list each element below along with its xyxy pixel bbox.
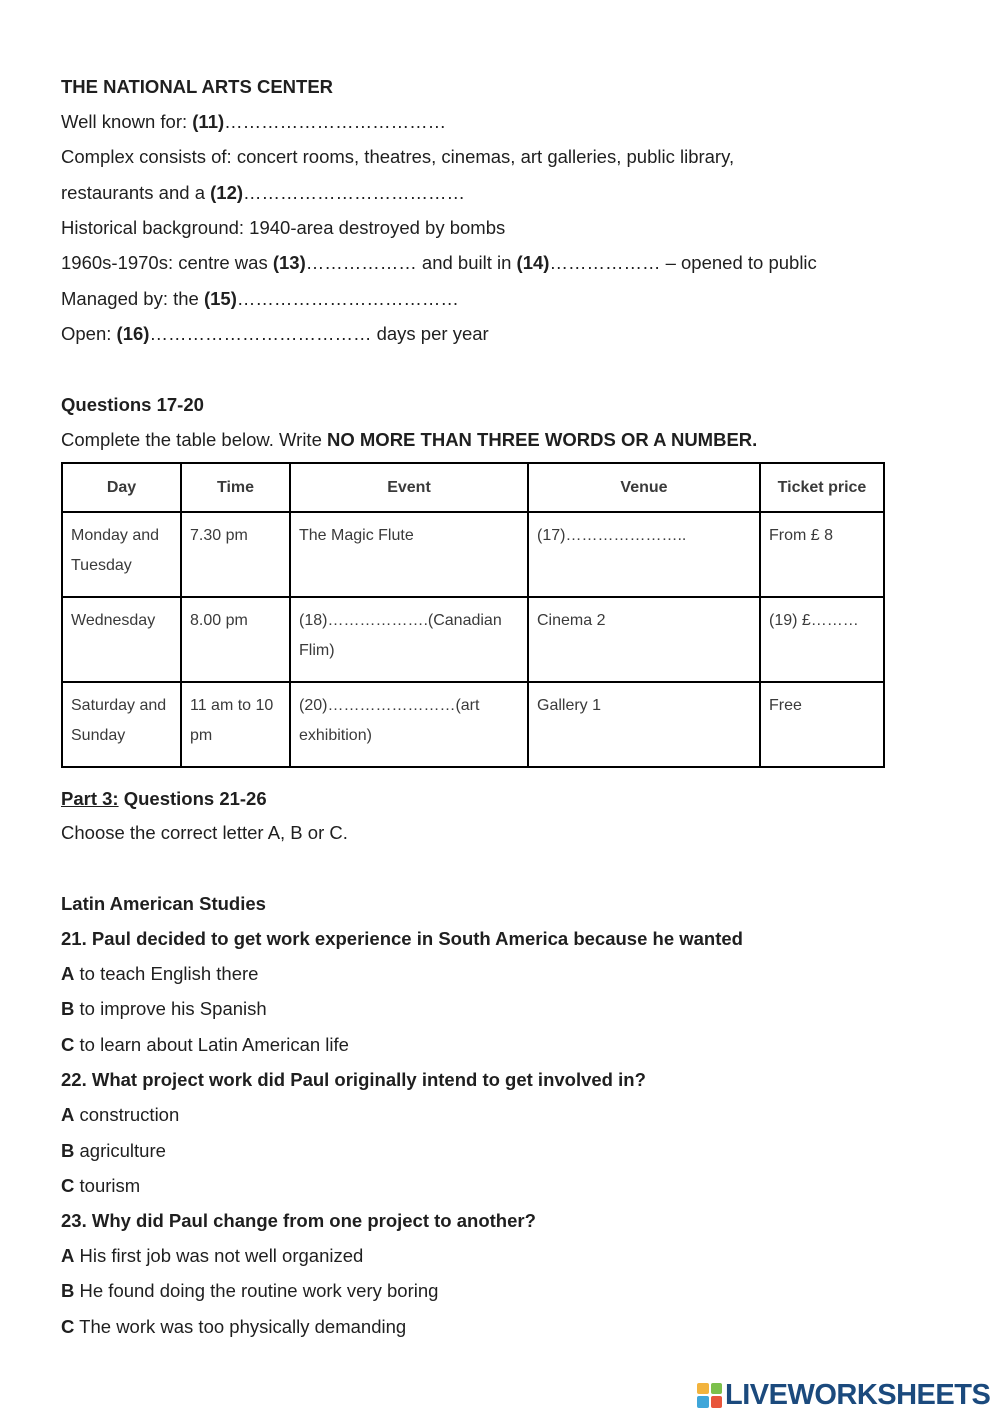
answer-20-cell[interactable]: (20)……………………(art exhibition) — [290, 682, 528, 767]
table-cell: From £ 8 — [760, 512, 884, 597]
option-22-c[interactable]: C tourism — [61, 1175, 141, 1196]
option-22-b[interactable]: B agriculture — [61, 1140, 166, 1161]
part-3-heading: Part 3: Questions 21-26 — [61, 788, 267, 809]
table-cell: Free — [760, 682, 884, 767]
question-22: 22. What project work did Paul originally intend to get involved in? — [61, 1069, 646, 1090]
centre-line: 1960s-1970s: centre was (13)……………… and built in (14)……………… – opened to public — [61, 252, 817, 273]
well-known-line: Well known for: (11)……………………………… — [61, 111, 447, 132]
question-23: 23. Why did Paul change from one project to another? — [61, 1210, 536, 1231]
questions-17-20-heading: Questions 17-20 — [61, 394, 204, 415]
table-cell: Monday and Tuesday — [62, 512, 181, 597]
latin-american-studies-title: Latin American Studies — [61, 893, 266, 914]
option-23-c[interactable]: C The work was too physically demanding — [61, 1316, 407, 1337]
table-cell: Gallery 1 — [528, 682, 760, 767]
table-cell: 11 am to 10 pm — [181, 682, 290, 767]
table-row — [62, 682, 884, 767]
option-21-a[interactable]: A to teach English there — [61, 963, 259, 984]
header-venue: Venue — [528, 463, 760, 512]
complex-line: Complex consists of: concert rooms, theatres, cinemas, art galleries, public library, — [61, 146, 735, 167]
liveworksheets-logo-icon — [697, 1383, 722, 1408]
table-row — [62, 597, 884, 682]
section-title: THE NATIONAL ARTS CENTER — [61, 76, 334, 97]
option-21-b[interactable]: B to improve his Spanish — [61, 998, 267, 1019]
header-event: Event — [290, 463, 528, 512]
header-ticket-price: Ticket price — [760, 463, 884, 512]
managed-line: Managed by: the (15)……………………………… — [61, 288, 459, 309]
answer-18-cell[interactable]: (18)……………….(Canadian Flim) — [290, 597, 528, 682]
liveworksheets-brand-text: LIVEWORKSHEETS — [725, 1378, 991, 1411]
question-21: 21. Paul decided to get work experience in South America because he wanted — [61, 928, 743, 949]
table-cell: The Magic Flute — [290, 512, 528, 597]
header-time: Time — [181, 463, 290, 512]
open-line: Open: (16)……………………………… days per year — [61, 323, 489, 344]
table-cell: Saturday and Sunday — [62, 682, 181, 767]
answer-19-cell[interactable]: (19) £……… — [760, 597, 884, 682]
table-header-row — [62, 463, 884, 512]
schedule-table — [61, 462, 885, 768]
table-row — [62, 512, 884, 597]
header-day: Day — [62, 463, 181, 512]
table-cell: 7.30 pm — [181, 512, 290, 597]
table-cell: Cinema 2 — [528, 597, 760, 682]
option-21-c[interactable]: C to learn about Latin American life — [61, 1034, 349, 1055]
liveworksheets-logo[interactable] — [697, 1380, 990, 1410]
table-cell: 8.00 pm — [181, 597, 290, 682]
table-instruction: Complete the table below. Write NO MORE THAN THREE WORDS OR A NUMBER. — [61, 429, 758, 450]
restaurants-line: restaurants and a (12)……………………………… — [61, 182, 466, 203]
answer-17-cell[interactable]: (17)………………….. — [528, 512, 760, 597]
option-23-b[interactable]: B He found doing the routine work very boring — [61, 1280, 439, 1301]
part-3-instruction: Choose the correct letter A, B or C. — [61, 822, 348, 843]
table-cell: Wednesday — [62, 597, 181, 682]
option-23-a[interactable]: A His first job was not well organized — [61, 1245, 364, 1266]
option-22-a[interactable]: A construction — [61, 1104, 180, 1125]
historical-line: Historical background: 1940-area destroyed by bombs — [61, 217, 506, 238]
